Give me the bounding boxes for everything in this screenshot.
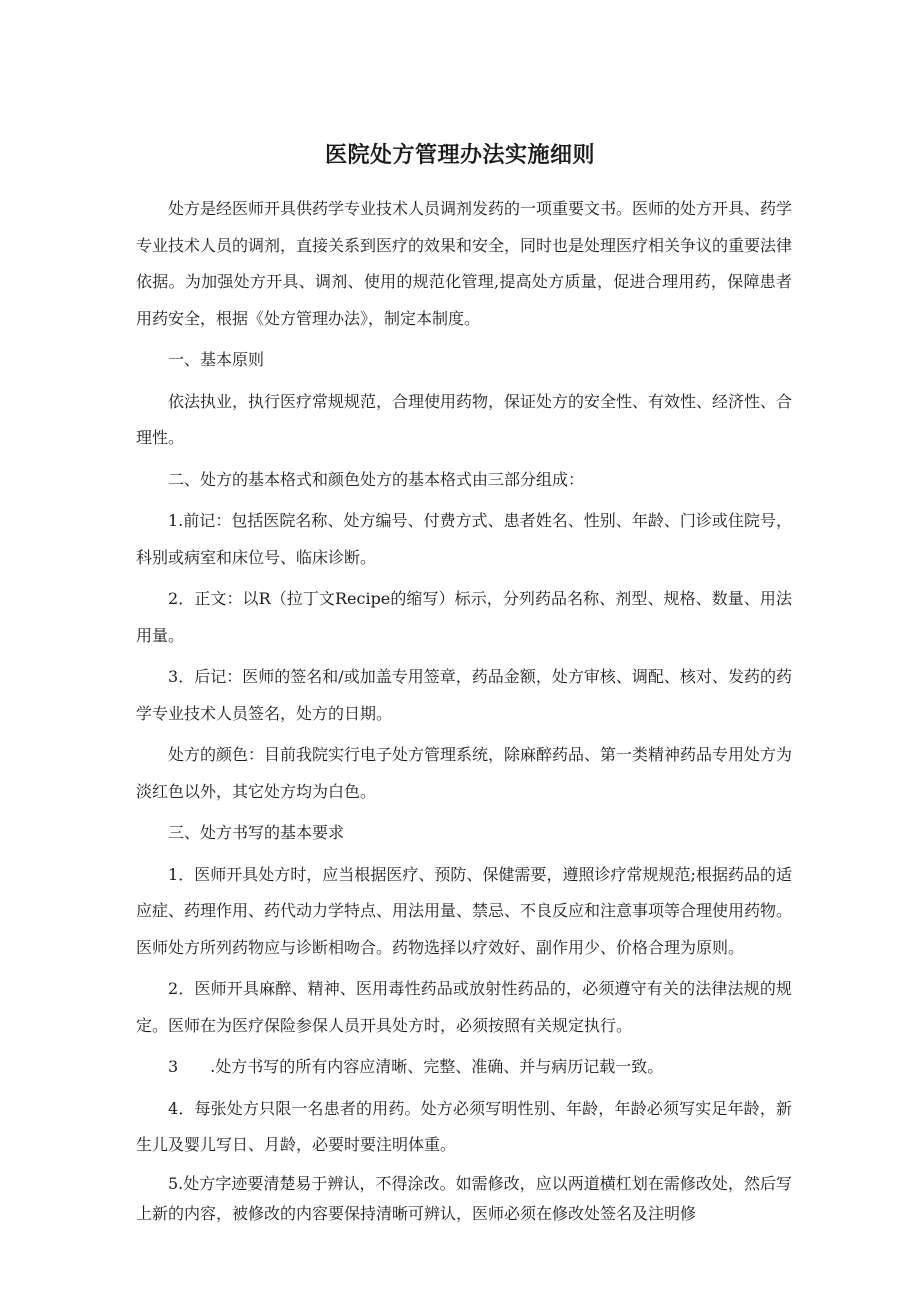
paragraph-format-2: 2．正文：以R（拉丁文Recipe的缩写）标示，分列药品名称、剂型、规格、数量、用法用量。	[136, 589, 792, 645]
paragraph-color: 处方的颜色：目前我院实行电子处方管理系统，除麻醉药品、第一类精神药品专用处方为淡红色以外，其它处方均为白色。	[136, 745, 793, 801]
paragraph-requirement-2: 2．医师开具麻醉、精神、医用毒性药品或放射性药品的，必须遵守有关的法律法规的规定。医师在为医疗保险参保人员开具处方时，必须按照有关规定执行。	[136, 979, 792, 1035]
heading-writing-requirements: 三、处方书写的基本要求	[168, 823, 345, 842]
heading-basic-principles: 一、基本原则	[168, 350, 265, 369]
document-body	[136, 191, 792, 1234]
paragraph-requirement-5: 5.处方字迹要清楚易于辨认，不得涂改。如需修改，应以两道横杠划在需修改处，然后写上新的内容，被修改的内容要保持清晰可辨认，医师必须在修改处签名及注明修	[136, 1173, 792, 1223]
paragraph-format-3: 3．后记：医师的签名和/或加盖专用签章，药品金额，处方审核、调配、核对、发药的药学专业技术人员签名，处方的日期。	[136, 667, 792, 723]
paragraph-requirement-3: 3 .处方书写的所有内容应清晰、完整、准确、并与病历记载一致。	[168, 1057, 664, 1076]
paragraph-requirement-4: 4．每张处方只限一名患者的用药。处方必须写明性别、年龄，年龄必须写实足年龄，新生儿及婴儿写日、月龄，必要时要注明体重。	[136, 1098, 792, 1154]
document-title: 医院处方管理办法实施细则	[324, 142, 595, 168]
heading-format-and-color: 二、处方的基本格式和颜色处方的基本格式由三部分组成：	[168, 469, 585, 489]
paragraph-principles: 依法执业，执行医疗常规规范，合理使用药物，保证处方的安全性、有效性、经济性、合理性。	[136, 391, 793, 447]
paragraph-requirement-1: 1．医师开具处方时，应当根据医疗、预防、保健需要，遵照诊疗常规规范;根据药品的适应症、药理作用、药代动力学特点、用法用量、禁忌、不良反应和注意事项等合理使用药物。医师处方所列药物应与诊断相吻合。药物选择以疗效好、副作用少、价格合理为原则。	[136, 864, 793, 957]
paragraph-format-1: 1.前记：包括医院名称、处方编号、付费方式、患者姓名、性别、年龄、门诊或住院号，科别或病室和床位号、临床诊断。	[136, 511, 792, 567]
paragraph-intro: 处方是经医师开具供药学专业技术人员调剂发药的一项重要文书。医师的处方开具、药学专业技术人员的调剂，直接关系到医疗的效果和安全，同时也是处理医疗相关争议的重要法律依据。为加强处方开具、调剂、使用的规范化管理,提高处方质量，促进合理用药，保障患者用药安全，根据《处方管理办法》，制定本制度。	[136, 199, 793, 328]
